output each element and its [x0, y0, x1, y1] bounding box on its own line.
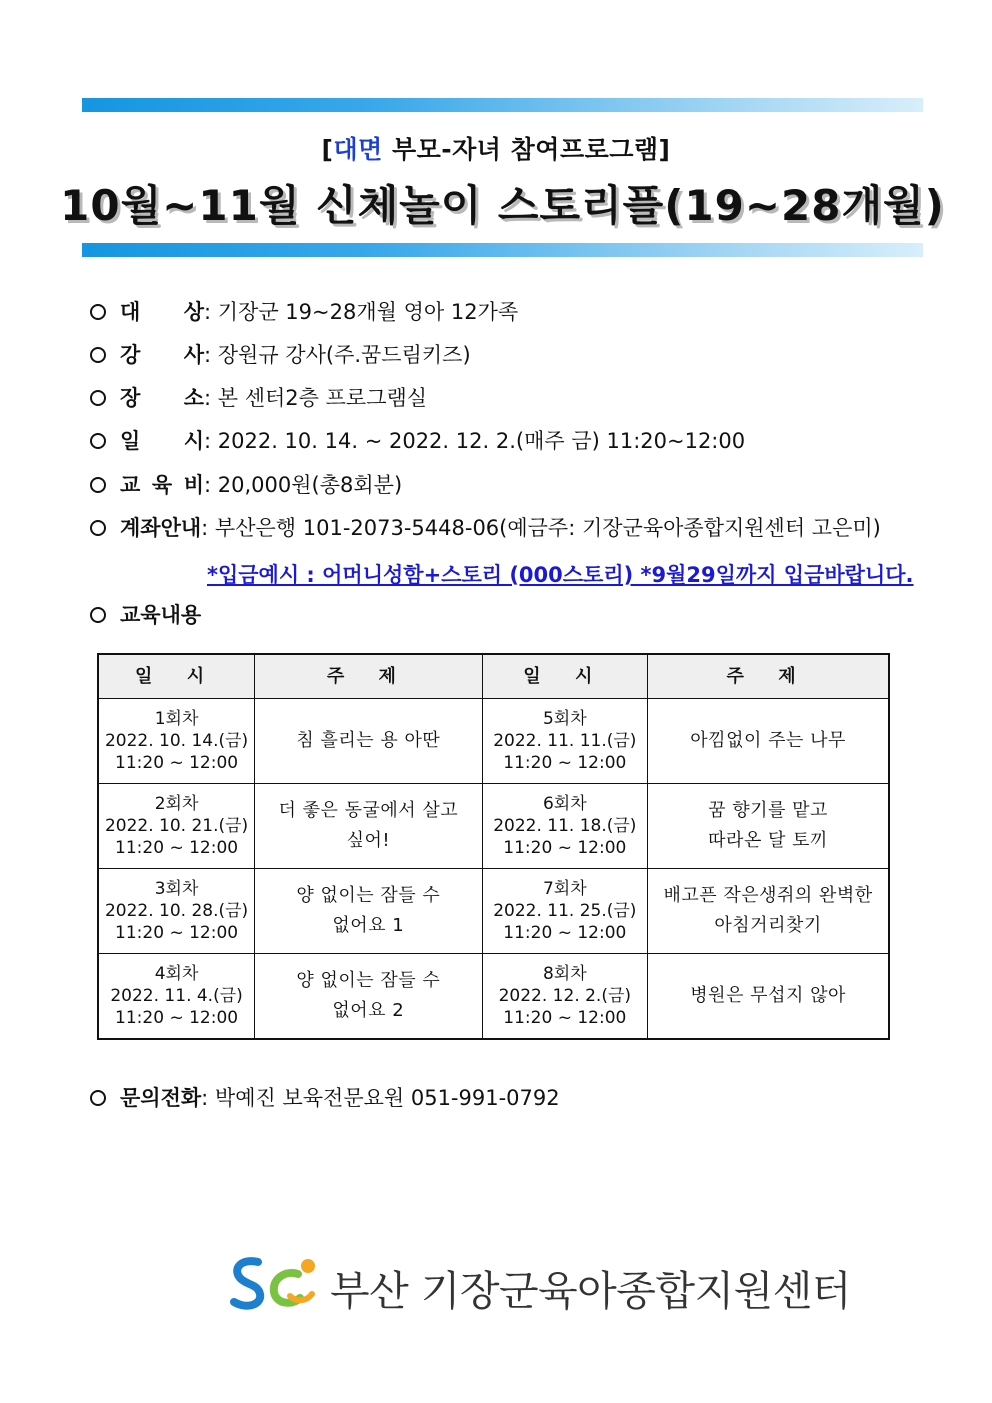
table-row — [98, 869, 889, 954]
table-row — [98, 784, 889, 869]
info-fee: 교 육 비 : 20,000원(총8회분) — [90, 471, 402, 499]
session-session: 4회차 — [154, 964, 199, 984]
session-time: 11:20 ~ 12:00 — [503, 753, 627, 773]
info-account-value: 부산은행 101-2073-5448-06(예금주: 기장군육아종합지원센터 고은미) — [214, 516, 881, 540]
session-topic-line: 양 없이는 잠들 수 — [296, 970, 441, 991]
subtitle-highlight: 대면 — [333, 135, 383, 164]
session-session: 5회차 — [542, 709, 587, 729]
info-target-value: 기장군 19~28개월 영아 12가족 — [217, 300, 519, 324]
session-topic-line: 더 좋은 동굴에서 살고 — [278, 800, 459, 821]
circle-bullet-icon — [90, 433, 106, 449]
session-topic-line: 따라온 달 토끼 — [708, 830, 828, 851]
session-topic-line: 없어요 1 — [332, 915, 405, 936]
session-session: 7회차 — [542, 879, 587, 899]
session-date: 2022. 12. 2.(금) — [498, 986, 632, 1006]
session-time: 11:20 ~ 12:00 — [115, 923, 239, 943]
table-header-row — [98, 654, 889, 699]
circle-bullet-icon — [90, 390, 106, 406]
session-session: 2회차 — [154, 794, 199, 814]
session-topic-cell — [255, 954, 482, 1040]
session-date: 2022. 11. 25.(금) — [493, 901, 637, 921]
info-instructor: 강 사 : 장원규 강사(주.꿈드림키즈) — [90, 341, 471, 369]
bottom-decorative-bar — [82, 243, 923, 257]
info-contact-value: 박예진 보육전문요원 051-991-0792 — [214, 1086, 560, 1110]
session-datetime-cell — [98, 699, 255, 784]
session-datetime-cell — [482, 784, 648, 869]
info-account: 계좌안내: 부산은행 101-2073-5448-06(예금주: 기장군육아종합지원센터 고은미) — [90, 514, 881, 542]
table-row — [98, 954, 889, 1040]
info-place-label: 장 소 — [120, 386, 204, 410]
session-time: 11:20 ~ 12:00 — [115, 1008, 239, 1028]
session-topic-line: 배고픈 작은생쥐의 완벽한 — [663, 885, 873, 906]
header-topic: 주 제 — [255, 654, 482, 699]
circle-bullet-icon — [90, 1090, 106, 1106]
session-session: 6회차 — [542, 794, 587, 814]
session-topic-line: 아침거리찾기 — [714, 915, 822, 936]
info-account-label: 계좌안내 — [120, 516, 202, 540]
session-datetime-cell — [482, 869, 648, 954]
session-topic-cell — [255, 699, 482, 784]
info-fee-label: 교 육 비 — [120, 473, 204, 497]
schedule-table — [97, 653, 890, 1040]
footer-org-name: 부산 기장군육아종합지원센터 — [330, 1267, 851, 1315]
info-fee-value: 20,000원(총8회분) — [217, 473, 403, 497]
session-topic-line: 없어요 2 — [332, 1000, 405, 1021]
session-session: 1회차 — [154, 709, 199, 729]
session-date: 2022. 11. 18.(금) — [493, 816, 637, 836]
session-datetime-cell — [98, 954, 255, 1040]
session-topic-cell — [648, 784, 889, 869]
info-contact: 문의전화: 박예진 보육전문요원 051-991-0792 — [90, 1084, 560, 1112]
header-datetime: 일 시 — [482, 654, 648, 699]
header-datetime: 일 시 — [98, 654, 255, 699]
header-topic: 주 제 — [648, 654, 889, 699]
session-topic-line: 병원은 무섭지 않아 — [690, 985, 846, 1006]
center-logo-icon — [228, 1252, 320, 1314]
top-decorative-bar — [82, 98, 923, 112]
program-subtitle: [대면 부모-자녀 참여프로그램] — [321, 135, 671, 164]
info-date: 일 시 : 2022. 10. 14. ~ 2022. 12. 2.(매주 금) 11:20~12:00 — [90, 427, 745, 455]
circle-bullet-icon — [90, 520, 106, 536]
session-session: 3회차 — [154, 879, 199, 899]
session-datetime-cell — [482, 699, 648, 784]
session-datetime-cell — [98, 784, 255, 869]
session-time: 11:20 ~ 12:00 — [115, 838, 239, 858]
info-instructor-label: 강 사 — [120, 343, 204, 367]
circle-bullet-icon — [90, 477, 106, 493]
table-row — [98, 699, 889, 784]
info-date-value: 2022. 10. 14. ~ 2022. 12. 2.(매주 금) 11:20~12:00 — [217, 429, 746, 453]
page-title: 10월~11월 신체놀이 스토리플(19~28개월) — [60, 181, 945, 230]
session-topic-line: 꿈 향기를 맡고 — [708, 800, 828, 821]
session-time: 11:20 ~ 12:00 — [503, 923, 627, 943]
deposit-note: *입금예시 : 어머니성함+스토리 (000스토리) *9월29일까지 입금바랍니다. — [207, 563, 914, 587]
session-time: 11:20 ~ 12:00 — [503, 1008, 627, 1028]
info-instructor-value: 장원규 강사(주.꿈드림키즈) — [217, 343, 471, 367]
session-topic-line: 싶어! — [346, 830, 391, 851]
info-place: 장 소 : 본 센터2층 프로그램실 — [90, 384, 427, 412]
session-datetime-cell — [98, 869, 255, 954]
info-content-heading — [90, 601, 201, 629]
session-datetime-cell — [482, 954, 648, 1040]
session-topic-cell — [648, 869, 889, 954]
info-target: 대 상 : 기장군 19~28개월 영아 12가족 — [90, 298, 518, 326]
session-date: 2022. 10. 14.(금) — [104, 731, 249, 751]
session-session: 8회차 — [542, 964, 587, 984]
session-topic-cell — [255, 869, 482, 954]
session-topic-line: 양 없이는 잠들 수 — [296, 885, 441, 906]
session-topic-line: 아낌없이 주는 나무 — [690, 730, 846, 751]
session-topic-line: 침 흘리는 용 아딴 — [296, 730, 441, 751]
info-date-label: 일 시 — [120, 429, 204, 453]
session-time: 11:20 ~ 12:00 — [115, 753, 239, 773]
session-topic-cell — [648, 699, 889, 784]
session-time: 11:20 ~ 12:00 — [503, 838, 627, 858]
info-target-label: 대 상 — [120, 300, 204, 324]
session-topic-cell — [255, 784, 482, 869]
session-date: 2022. 11. 4.(금) — [110, 986, 243, 1006]
circle-bullet-icon — [90, 347, 106, 363]
session-date: 2022. 10. 21.(금) — [104, 816, 249, 836]
session-date: 2022. 11. 11.(금) — [493, 731, 637, 751]
circle-bullet-icon — [90, 304, 106, 320]
circle-bullet-icon — [90, 607, 106, 623]
session-date: 2022. 10. 28.(금) — [104, 901, 249, 921]
session-topic-cell — [648, 954, 889, 1040]
content-label: 교육내용 — [120, 603, 202, 627]
info-place-value: 본 센터2층 프로그램실 — [217, 386, 428, 410]
info-contact-label: 문의전화 — [120, 1086, 202, 1110]
